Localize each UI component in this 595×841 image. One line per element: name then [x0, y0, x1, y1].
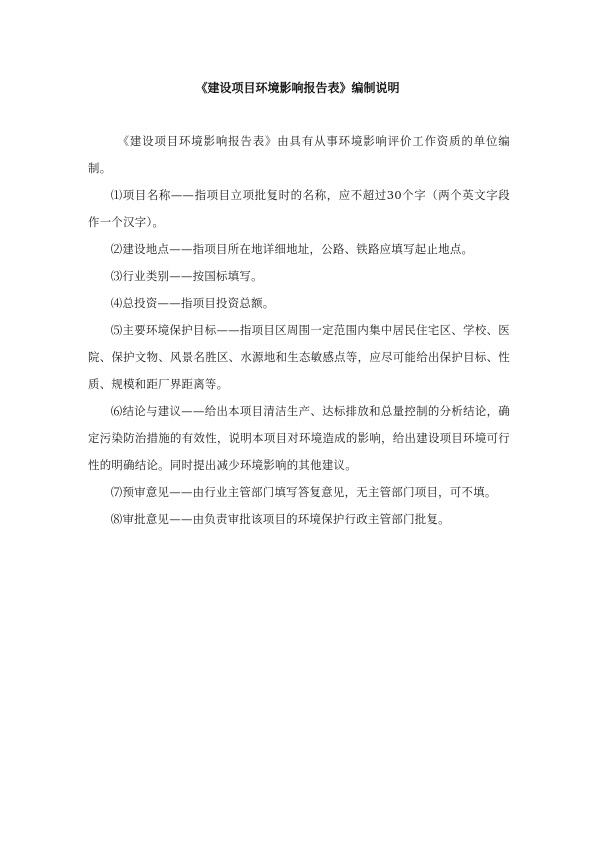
paragraph-item-3: ⑶行业类别——按国标填写。 [110, 269, 263, 283]
document-body [88, 128, 510, 533]
paragraph-item-1: ⑴项目名称——指项目立项批复时的名称，应不超过30个字（两个英文字段作一个汉字）。 [88, 188, 510, 229]
paragraph-item-5: ⑸主要环境保护目标——指项目区周围一定范围内集中居民住宅区、学校、医院、保护文物、风景名胜区、水源地和生态敏感点等，应尽可能给出保护目标、性质、规模和距厂界距离等。 [88, 323, 510, 391]
paragraph-intro: 《建设项目环境影响报告表》由具有从事环境影响评价工作资质的单位编制。 [88, 134, 510, 175]
document-title: 《建设项目环境影响报告表》编制说明 [195, 81, 400, 95]
paragraph-item-4: ⑷总投资——指项目投资总额。 [110, 296, 275, 310]
paragraph-item-7: ⑺预审意见——由行业主管部门填写答复意见，无主管部门项目，可不填。 [110, 485, 497, 499]
paragraph-item-8: ⑻审批意见——由负责审批该项目的环境保护行政主管部门批复。 [110, 512, 450, 526]
paragraph-item-6: ⑹结论与建议——给出本项目清洁生产、达标排放和总量控制的分析结论，确定污染防治措施的有效性，说明本项目对环境造成的影响，给出建设项目环境可行性的明确结论。同时提出减少环境影响的其他建议。 [88, 404, 510, 472]
paragraph-item-2: ⑵建设地点——指项目所在地详细地址，公路、铁路应填写起止地点。 [110, 242, 474, 256]
